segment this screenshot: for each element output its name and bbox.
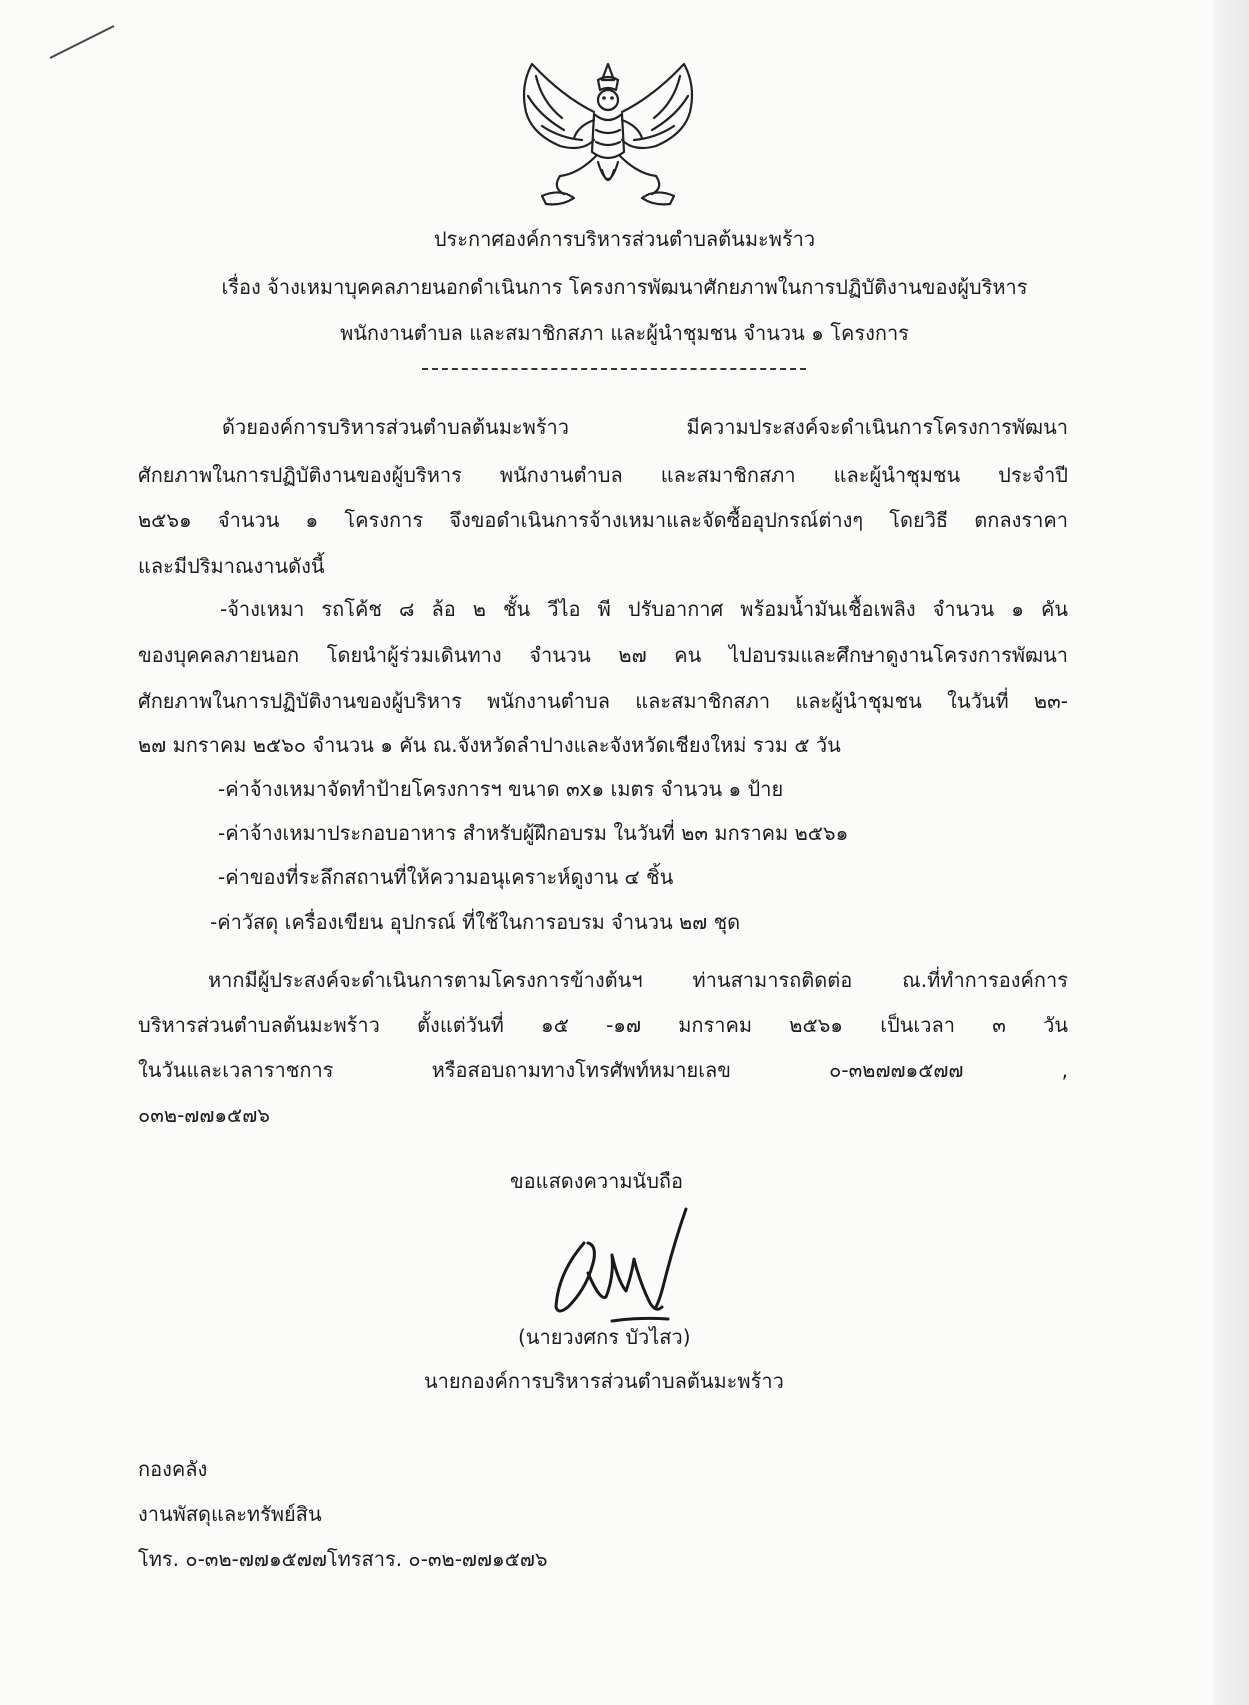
signatory-name: (นายวงศกร บัวไสว) bbox=[518, 1325, 691, 1349]
item-bus-line-3: ศักยภาพในการปฏิบัติงานของผู้บริหาร พนักงานตำบล และสมาชิกสภา และผู้นำชุมชน ในวันที่ ๒๓- bbox=[138, 689, 1068, 713]
intro-line-1: ด้วยองค์การบริหารส่วนตำบลต้นมะพร้าว มีความประสงค์จะดำเนินการโครงการพัฒนา bbox=[222, 415, 1068, 439]
scan-edge bbox=[1213, 0, 1249, 1705]
item-souvenir: -ค่าของที่ระลึกสถานที่ให้ความอนุเคราะห์ดูงาน ๔ ชิ้น bbox=[218, 865, 674, 889]
item-bus-line-4: ๒๗ มกราคม ๒๕๖๐ จำนวน ๑ คัน ณ.จังหวัดลำปางและจังหวัดเชียงใหม่ รวม ๕ วัน bbox=[138, 733, 841, 757]
item-sign: -ค่าจ้างเหมาจัดทำป้ายโครงการฯ ขนาด ๓x๑ เมตร จำนวน ๑ ป้าย bbox=[218, 777, 784, 801]
separator-line bbox=[422, 368, 806, 370]
subject-line-1: เรื่อง จ้างเหมาบุคคลภายนอกดำเนินการ โครงการพัฒนาศักยภาพในการปฏิบัติงานของผู้บริหาร bbox=[221, 275, 1028, 299]
garuda-emblem-icon bbox=[502, 56, 714, 216]
intro-line-3: ๒๕๖๑ จำนวน ๑ โครงการ จึงขอดำเนินการจ้างเหมาและจัดซื้ออุปกรณ์ต่างๆ โดยวิธี ตกลงราคา bbox=[138, 508, 1068, 532]
contact-line-2: บริหารส่วนตำบลต้นมะพร้าว ตั้งแต่วันที่ ๑๕ -๑๗ มกราคม ๒๕๖๑ เป็นเวลา ๓ วัน bbox=[138, 1013, 1068, 1037]
closing-regards: ขอแสดงความนับถือ bbox=[510, 1169, 684, 1193]
announcement-title: ประกาศองค์การบริหารส่วนตำบลต้นมะพร้าว bbox=[433, 227, 816, 251]
pen-mark-icon bbox=[48, 22, 118, 62]
contact-line-4: ๐๓๒-๗๗๑๕๗๖ bbox=[138, 1103, 270, 1127]
intro-line-4: และมีปริมาณงานดังนี้ bbox=[138, 554, 325, 578]
footer-section: งานพัสดุและทรัพย์สิน bbox=[138, 1502, 322, 1526]
footer-phone: โทร. ๐-๓๒-๗๗๑๕๗๗โทรสาร. ๐-๓๒-๗๗๑๕๗๖ bbox=[138, 1547, 548, 1571]
signature-icon bbox=[548, 1203, 698, 1333]
item-bus-line-2: ของบุคคลภายนอก โดยนำผู้ร่วมเดินทาง จำนวน ๒๗ คน ไปอบรมและศึกษาดูงานโครงการพัฒนา bbox=[138, 643, 1068, 667]
item-bus-line-1: -จ้างเหมา รถโค้ช ๘ ล้อ ๒ ชั้น วีไอ พี ปรับอากาศ พร้อมน้ำมันเชื้อเพลิง จำนวน ๑ คัน bbox=[220, 597, 1068, 621]
contact-line-3: ในวันและเวลาราชการ หรือสอบถามทางโทรศัพท์หมายเลข ๐-๓๒๗๗๑๕๗๗ , bbox=[138, 1058, 1068, 1082]
item-food: -ค่าจ้างเหมาประกอบอาหาร สำหรับผู้ฝึกอบรม ในวันที่ ๒๓ มกราคม ๒๕๖๑ bbox=[218, 821, 849, 845]
intro-line-2: ศักยภาพในการปฏิบัติงานของผู้บริหาร พนักงานตำบล และสมาชิกสภา และผู้นำชุมชน ประจำปี bbox=[138, 463, 1068, 487]
subject-line-2: พนักงานตำบล และสมาชิกสภา และผู้นำชุมชน จำนวน ๑ โครงการ bbox=[340, 321, 909, 345]
signatory-position: นายกองค์การบริหารส่วนตำบลต้นมะพร้าว bbox=[424, 1369, 784, 1393]
contact-line-1: หากมีผู้ประสงค์จะดำเนินการตามโครงการข้างต้นฯ ท่านสามารถติดต่อ ณ.ที่ทำการองค์การ bbox=[208, 968, 1068, 992]
item-materials: -ค่าวัสดุ เครื่องเขียน อุปกรณ์ ที่ใช้ในการอบรม จำนวน ๒๗ ชุด bbox=[210, 910, 741, 934]
footer-dept: กองคลัง bbox=[138, 1457, 208, 1481]
